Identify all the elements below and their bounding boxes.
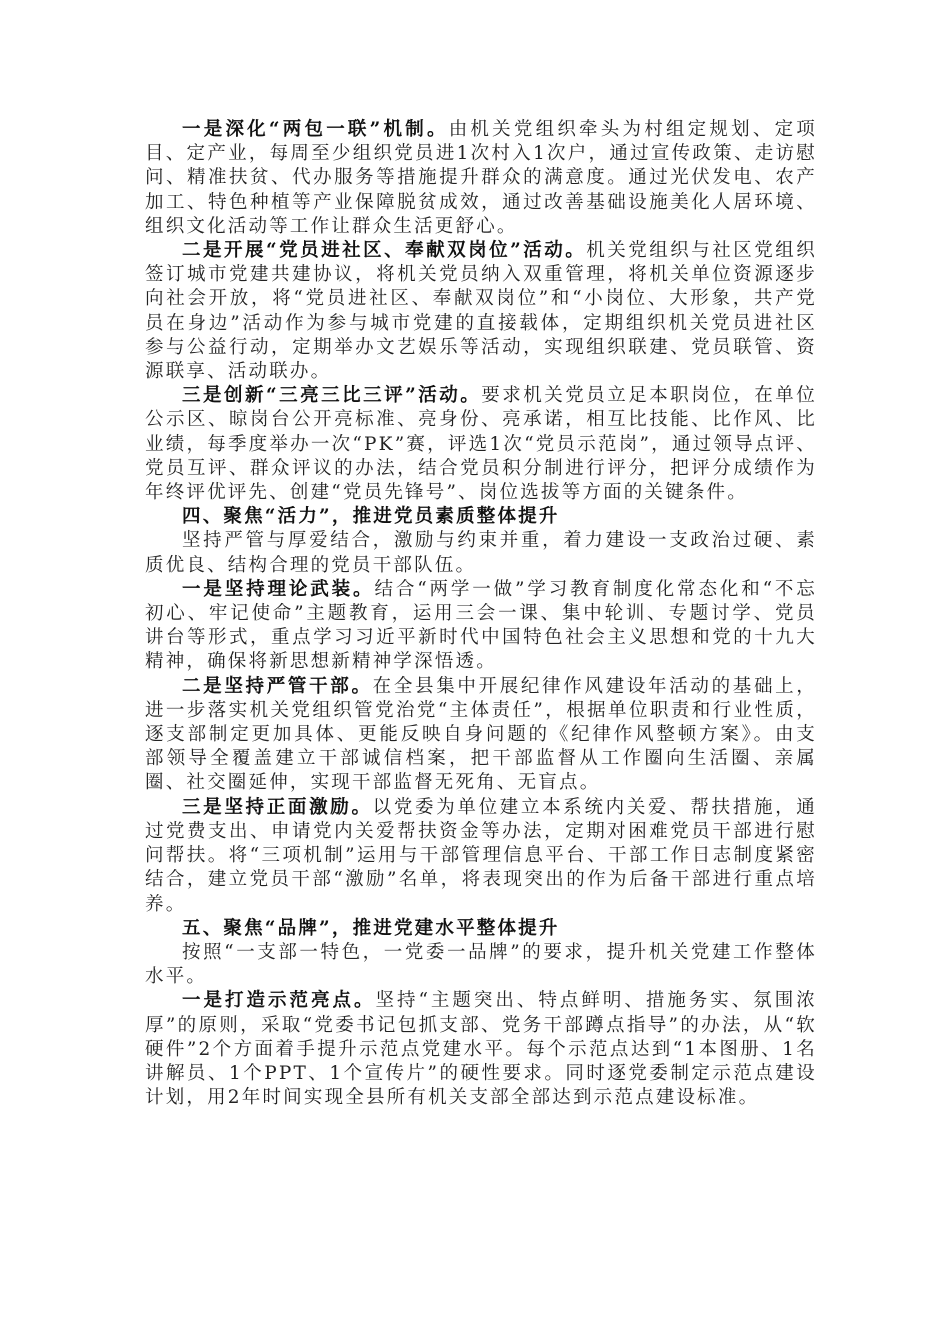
section-heading-4: 四、聚焦“活力”，推进党员素质整体提升: [182, 506, 560, 528]
paragraph-6: [145, 578, 817, 675]
paragraph-11: [145, 989, 817, 1110]
paragraph-1-lead: 一是深化“两包一联”机制。: [182, 119, 449, 140]
paragraph-3: [145, 384, 817, 505]
paragraph-5: [145, 529, 817, 577]
paragraph-10-text: 按照“一支部一特色，一党委一品牌”的要求，提升机关党建工作整体水平。: [145, 941, 817, 988]
paragraph-8-text: 以党委为单位建立本系统内关爱、帮扶措施，通过党费支出、申请党内关爱帮扶资金等办法，定期对困难党员干部进行慰问帮扶。将“三项机制”运用与干部管理信息平台、干部工作日志制度紧密结合，建立党员干部“激励”名单，将表现突出的作为后备干部进行重点培养。: [145, 796, 818, 915]
paragraph-3-lead: 三是创新“三亮三比三评”活动。: [182, 385, 482, 407]
paragraph-7-text: 在全县集中开展纪律作风建设年活动的基础上，进一步落实机关党组织管党治党“主体责任”，根据单位职责和行业性质，逐支部制定更加具体、更能反映自身问题的《纪律作风整顿方案》。由支部领导全覆盖建立干部诚信档案，把干部监督从工作圈向生活圈、亲属圈、社交圈延伸，实现干部监督无死角、无盲点。: [145, 675, 818, 794]
paragraph-2: [145, 239, 817, 384]
paragraph-8-lead: 三是坚持正面激励。: [182, 796, 373, 818]
paragraph-6-text: 结合“两学一做”学习教育制度化常态化和“不忘初心、牢记使命”主题教育，运用三会一课、集中轮训、专题讨学、党员讲台等形式，重点学习习近平新时代中国特色社会主义思想和党的十九大精神，确保将新思想新精神学深悟透。: [145, 578, 817, 673]
paragraph-6-lead: 一是坚持理论武装。: [182, 578, 375, 600]
paragraph-5-text: 坚持严管与厚爱结合，激励与约束并重，着力建设一支政治过硬、素质优良、结构合理的党员干部队伍。: [145, 530, 817, 576]
paragraph-10: [145, 941, 817, 989]
section-heading-5: 五、聚焦“品牌”，推进党建水平整体提升: [182, 917, 560, 939]
paragraph-7: [145, 675, 817, 796]
paragraph-11-text: 坚持“主题突出、特点鲜明、措施务实、氛围浓厚”的原则，采取“党委书记包抓支部、党务干部蹲点指导”的办法，从“软硬件”2个方面着手提升示范点党建水平。每个示范点达到“1本图册、1名讲解员、1个PPT、1个宣传片”的硬性要求。同时逐党委制定示范点建设计划，用2年时间实现全县所有机关支部全部达到示范点建设标准。: [145, 990, 817, 1109]
paragraph-2-text: 机关党组织与社区党组织签订城市党建共建协议，将机关党员纳入双重管理，将机关单位资源逐步向社会开放，将“党员进社区、奉献双岗位”和“小岗位、大形象，共产党员在身边”活动作为参与城市党建的直接载体，定期组织机关党员进社区参与公益行动，定期举办文艺娱乐等活动，实现组织联建、党员联管、资源联享、活动联办。: [145, 240, 817, 383]
paragraph-3-text: 要求机关党员立足本职岗位，在单位公示区、晾岗台公开亮标准、亮身份、亮承诺，相互比技能、比作风、比业绩，每季度举办一次“PK”赛，评选1次“党员示范岗”，通过领导点评、党员互评、群众评议的办法，结合党员积分制进行评分，把评分成绩作为年终评优评先、创建“党员先锋号”、岗位选拔等方面的关键条件。: [145, 385, 817, 504]
paragraph-8: [145, 796, 817, 917]
paragraph-1-text: 由机关党组织牵头为村组定规划、定项目、定产业，每周至少组织党员进1次村入1次户，通过宣传政策、走访慰问、精准扶贫、代办服务等措施提升群众的满意度。通过光伏发电、农产加工、特色种植等产业保障脱贫成效，通过改善基础设施美化人居环境、组织文化活动等工作让群众生活更舒心。: [145, 119, 817, 237]
document-body: [145, 118, 817, 1110]
paragraph-11-lead: 一是打造示范亮点。: [182, 990, 376, 1012]
paragraph-7-lead: 二是坚持严管干部。: [182, 675, 373, 697]
paragraph-1: [145, 118, 817, 239]
paragraph-2-lead: 二是开展“党员进社区、奉献双岗位”活动。: [182, 240, 587, 262]
